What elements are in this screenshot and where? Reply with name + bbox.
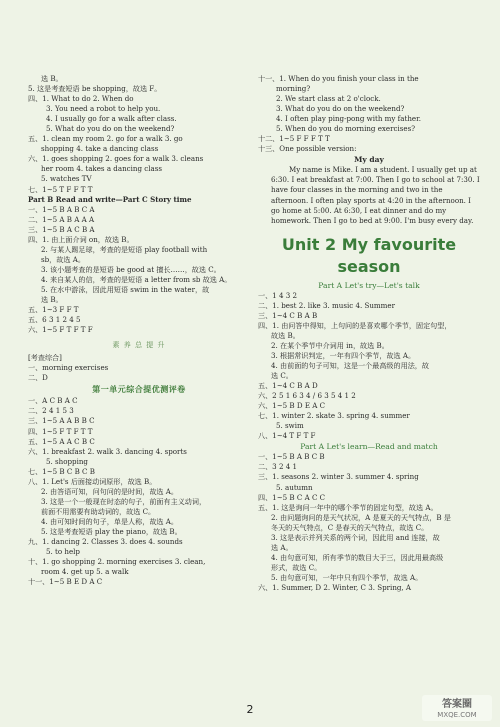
answer-line: 七、1~5 B C B C B xyxy=(28,466,95,476)
left-answers-2 xyxy=(28,363,250,383)
section-divider: 素 养 总 提 升 xyxy=(112,341,166,350)
left-column xyxy=(28,74,250,587)
answer-line: 五、1~4 C B A D xyxy=(258,381,318,391)
answer-line: 5. 在水中游泳，因此用短语 swim in the water，故 xyxy=(41,284,210,294)
answer-line: 2. 由问题询问的是天气状况，A 是夏天的天气特点，B 是 xyxy=(271,512,451,522)
answer-line: 一、1 4 3 2 xyxy=(258,290,298,300)
answer-line: 5. 这是考查短语 play the piano，故选 B。 xyxy=(41,526,182,536)
answer-line: 三、1. seasons 2. winter 3. summer 4. spring xyxy=(258,472,419,482)
answer-line: 四、1~5 F T F T T xyxy=(28,426,93,436)
answer-line: 5. watches TV xyxy=(41,174,92,184)
answer-line: 五、1~5 A A C B C xyxy=(28,436,95,446)
answer-line: 二、D xyxy=(28,373,48,383)
section-label: [考查综合] xyxy=(28,353,62,363)
answer-line: 一、A C B A C xyxy=(28,396,78,406)
answer-line: 五、6 3 1 2 4 5 xyxy=(28,315,81,325)
answer-line: her room 4. takes a dancing class xyxy=(41,164,163,174)
answer-line: 形式，故选 C。 xyxy=(271,562,322,572)
answer-line: 4. 来自某人的信，考查的是短语 a letter from sb 故选 A。 xyxy=(41,274,232,284)
answer-line: 一、morning exercises xyxy=(28,363,109,373)
answer-line: 3. What do you do on the weekend? xyxy=(276,104,405,114)
answer-line: 四、1. What to do 2. When do xyxy=(28,94,134,104)
test-heading: 第一单元综合提优测评卷 xyxy=(92,384,186,395)
answer-line: 5. swim xyxy=(276,421,304,431)
answer-line: 二、2 4 1 5 3 xyxy=(28,406,74,416)
left-answers xyxy=(28,74,250,335)
answer-line: 4. I often play ping-pong with my father. xyxy=(276,114,421,124)
answer-line: 四、1. 由问答中得知，上句问的是喜欢哪个季节，固定句型， xyxy=(258,320,452,330)
answer-line: 3. 这是表示并列关系的两个词，因此用 and 连接，故 xyxy=(271,532,440,542)
answer-line: Part B Read and write—Part C Story time xyxy=(28,194,192,204)
answer-line: 三、1~4 C B A B xyxy=(258,310,318,320)
answer-line: morning? xyxy=(276,84,311,94)
answer-line: 5. to help xyxy=(46,547,80,557)
unit-title: Unit 2 My favourite season xyxy=(281,234,457,276)
answer-line: 五、1~3 F F T xyxy=(28,305,79,315)
answer-line: 5. autumn xyxy=(276,482,313,492)
answer-line: 七、1. winter 2. skate 3. spring 4. summer xyxy=(258,411,410,421)
answer-line: 选 B。 xyxy=(41,295,63,305)
answer-line: 一、1~5 B A B C A xyxy=(28,204,95,214)
answer-line: 5. 由句意可知，一年中只有四个季节，故选 A。 xyxy=(271,572,423,582)
answer-line: 5. 这是考查短语 be shopping，故选 F。 xyxy=(28,84,162,94)
answer-line: 2. 由答语可知，问句问的是时间，故选 A。 xyxy=(41,486,178,496)
answer-line: 3. 根据常识判定，一年有四个季节，故选 A。 xyxy=(271,350,416,360)
answer-line: 六、2 5 1 6 3 4 / 6 3 5 4 1 2 xyxy=(258,391,356,401)
watermark-logo-icon xyxy=(422,695,492,721)
page-number: 2 xyxy=(246,703,254,716)
answer-line: 八、1~4 T F T F xyxy=(258,431,316,441)
answer-line: 五、1. clean my room 2. go for a walk 3. go xyxy=(28,134,183,144)
answer-line: 4. 由句意可知，所有季节的数目大于三，因此用最高级 xyxy=(271,552,444,562)
part-title-1: Part A Let's try—Let's talk xyxy=(318,280,420,290)
answer-line: 5. shopping xyxy=(46,456,88,466)
answer-line: shopping 4. take a dancing class xyxy=(41,144,159,154)
right-column xyxy=(258,74,480,593)
answer-line: 五、1. 这是询问一年中的哪个季节的固定句型，故选 A。 xyxy=(258,502,438,512)
answer-line: 故选 B。 xyxy=(271,330,300,340)
svg-text:MXQE.COM: MXQE.COM xyxy=(437,711,477,719)
right-answers-2 xyxy=(258,291,480,442)
right-answers xyxy=(258,74,480,154)
answer-line: 三、1~5 B A C B A xyxy=(28,224,95,234)
answer-line: 一、1~5 B A B C B xyxy=(258,452,325,462)
answer-line: 六、1~5 F T F T F xyxy=(28,325,93,335)
left-answers-3 xyxy=(28,396,250,587)
answer-line: 十一、1~5 B E D A C xyxy=(28,577,103,587)
answer-line: 4. 由可知时间的句子，单是人称，故选 A。 xyxy=(41,516,178,526)
answer-line: 八、1. Let's 后面接动词原形，故选 B。 xyxy=(28,476,157,486)
answer-line: 二、1~5 A B A A A xyxy=(28,214,95,224)
answer-line: 七、1~5 T F F T T xyxy=(28,184,93,194)
answer-line: 九、1. dancing 2. Classes 3. does 4. sounds xyxy=(28,537,183,547)
answer-line: room 4. get up 5. a walk xyxy=(41,567,129,577)
answer-line: 二、3 2 4 1 xyxy=(258,462,298,472)
answer-line: 六、1. goes shopping 2. goes for a walk 3. cleans xyxy=(28,154,204,164)
answer-line: 四、1~5 B C A C C xyxy=(258,492,326,502)
right-answers-3 xyxy=(258,452,480,593)
answer-line: 六、1~5 B D E A C xyxy=(258,401,326,411)
answer-line: 3. 该小题考查的是短语 be good at 擅长……，故选 C。 xyxy=(41,264,221,274)
answer-line: 5. When do you do morning exercises? xyxy=(276,124,416,134)
answer-line: 十三、One possible version: xyxy=(258,144,357,154)
answer-line: 选 C。 xyxy=(271,371,293,381)
answer-line: 二、1. best 2. like 3. music 4. Summer xyxy=(258,300,395,310)
answer-line: 前面不用需要有助动词的，故选 C。 xyxy=(41,506,156,516)
answer-line: 5. What do you do on the weekend? xyxy=(46,124,175,134)
answer-line: 十一、1. When do you finish your class in the xyxy=(258,74,419,83)
answer-line: 2. 与某人踢足球，考查的是短语 play football with xyxy=(41,244,208,254)
essay-title: My day xyxy=(354,155,384,165)
answer-line: 3. 这是一个一般现在时态的句子，前面有主义动词， xyxy=(41,496,207,506)
answer-line: 4. 由前面的句子可知，这是一个最高级的用法，故 xyxy=(271,360,429,370)
answer-line: 2. We start class at 2 o'clock. xyxy=(276,94,381,104)
answer-line: 冬天的天气特点，C 是春天的天气特点，故选 C。 xyxy=(271,522,429,532)
answer-line: 选 B。 xyxy=(41,74,63,83)
answer-line: 十、1. go shopping 2. morning exercises 3. clean, xyxy=(28,557,206,567)
answer-line: 3. You need a robot to help you. xyxy=(46,104,161,114)
essay-body: My name is Mike. I am a student. I usually get up at 6:30. I eat breakfast at 7:00. Then I go to school at 7:30. I have four classes in the morning and two in the afternoon. I often play sports at 4:20 in the afternoon. I go home at 5:00. At 6:30, I eat dinner and do my homework. Then I go to bed at 9:00. I'm busy every day. xyxy=(271,165,480,225)
answer-line: sb，故选 A。 xyxy=(41,254,85,264)
answer-line: 2. 在某个季节中介词用 in，故选 B。 xyxy=(271,340,389,350)
answer-line: 六、1. Summer, D 2. Winter, C 3. Spring, A xyxy=(258,582,412,592)
answer-line: 四、1. 由上面介词 on，故选 B。 xyxy=(28,234,134,244)
answer-line: 六、1. breakfast 2. walk 3. dancing 4. sports xyxy=(28,446,187,456)
answer-line: 三、1~5 A A B B C xyxy=(28,416,95,426)
answer-line: 选 A。 xyxy=(271,542,293,552)
svg-text:答案圈: 答案圈 xyxy=(442,699,472,710)
answer-line: 十二、1~5 F F F T T xyxy=(258,134,330,144)
part-title-2: Part A Let's learn—Read and match xyxy=(300,442,438,452)
answer-line: 4. I usually go for a walk after class. xyxy=(46,114,177,124)
